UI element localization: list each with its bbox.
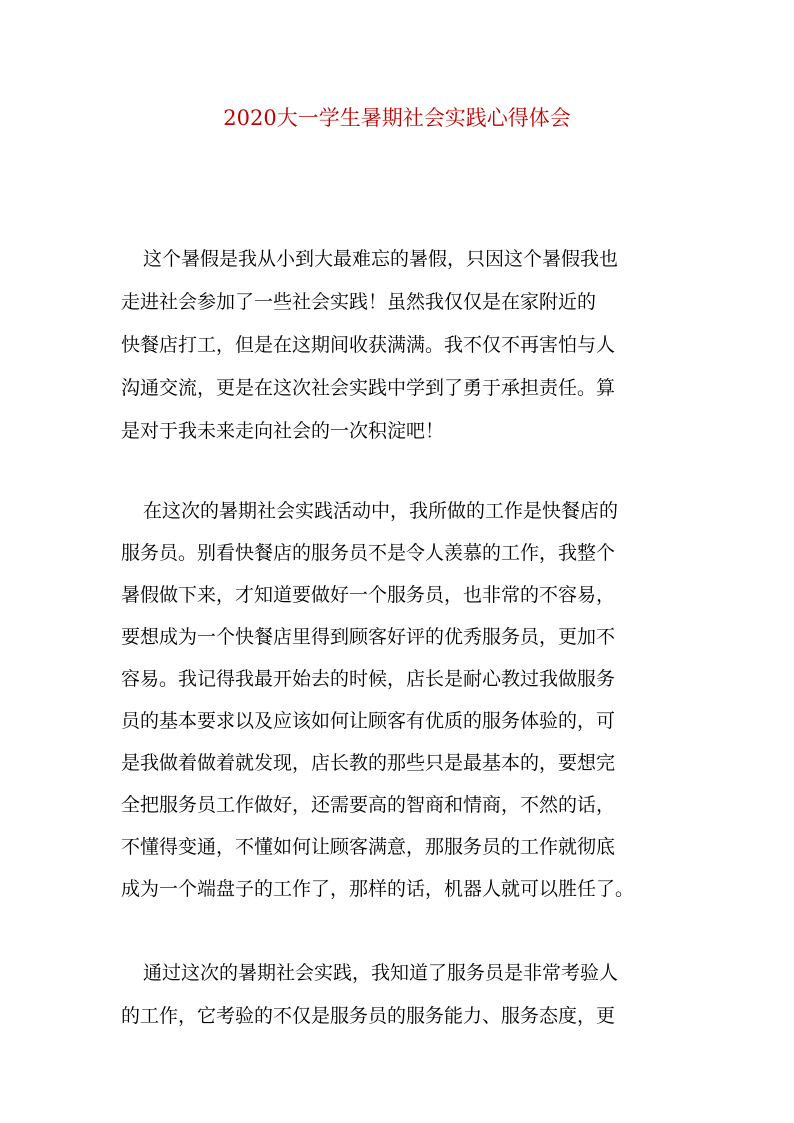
paragraph-line: 在这次的暑期社会实践活动中，我所做的工作是快餐店的 [143, 500, 619, 522]
paragraph-line: 全把服务员工作做好，还需要高的智商和情商，不然的话， [121, 794, 616, 816]
paragraph-line: 是对于我未来走向社会的一次积淀吧！ [121, 420, 445, 442]
paragraph-line: 通过这次的暑期社会实践，我知道了服务员是非常考验人 [143, 962, 619, 984]
paragraph-line: 不懂得变通，不懂如何让顾客满意，那服务员的工作就彻底 [121, 836, 616, 858]
paragraph-line: 暑假做下来，才知道要做好一个服务员，也非常的不容易， [121, 584, 616, 606]
paragraph-line: 成为一个端盘子的工作了，那样的话，机器人就可以胜任了。 [121, 878, 635, 900]
paragraph-line: 容易。我记得我最开始去的时候，店长是耐心教过我做服务 [121, 668, 616, 690]
paragraph-line: 服务员。别看快餐店的服务员不是令人羡慕的工作，我整个 [121, 542, 616, 564]
paragraph-line: 是我做着做着就发现，店长教的那些只是最基本的，要想完 [121, 752, 616, 774]
document-title: 2020大一学生暑期社会实践心得体会 [223, 106, 571, 130]
paragraph-line: 快餐店打工，但是在这期间收获满满。我不仅不再害怕与人 [121, 334, 616, 356]
paragraph-line: 走进社会参加了一些社会实践！虽然我仅仅是在家附近的 [121, 291, 597, 313]
paragraph-line: 的工作，它考验的不仅是服务员的服务能力、服务态度，更 [121, 1005, 616, 1027]
paragraph-line: 员的基本要求以及应该如何让顾客有优质的服务体验的，可 [121, 710, 616, 732]
paragraph-line: 要想成为一个快餐店里得到顾客好评的优秀服务员，更加不 [121, 626, 616, 648]
paragraph-line: 沟通交流，更是在这次社会实践中学到了勇于承担责任。算 [121, 377, 616, 399]
paragraph-line: 这个暑假是我从小到大最难忘的暑假，只因这个暑假我也 [143, 248, 619, 270]
